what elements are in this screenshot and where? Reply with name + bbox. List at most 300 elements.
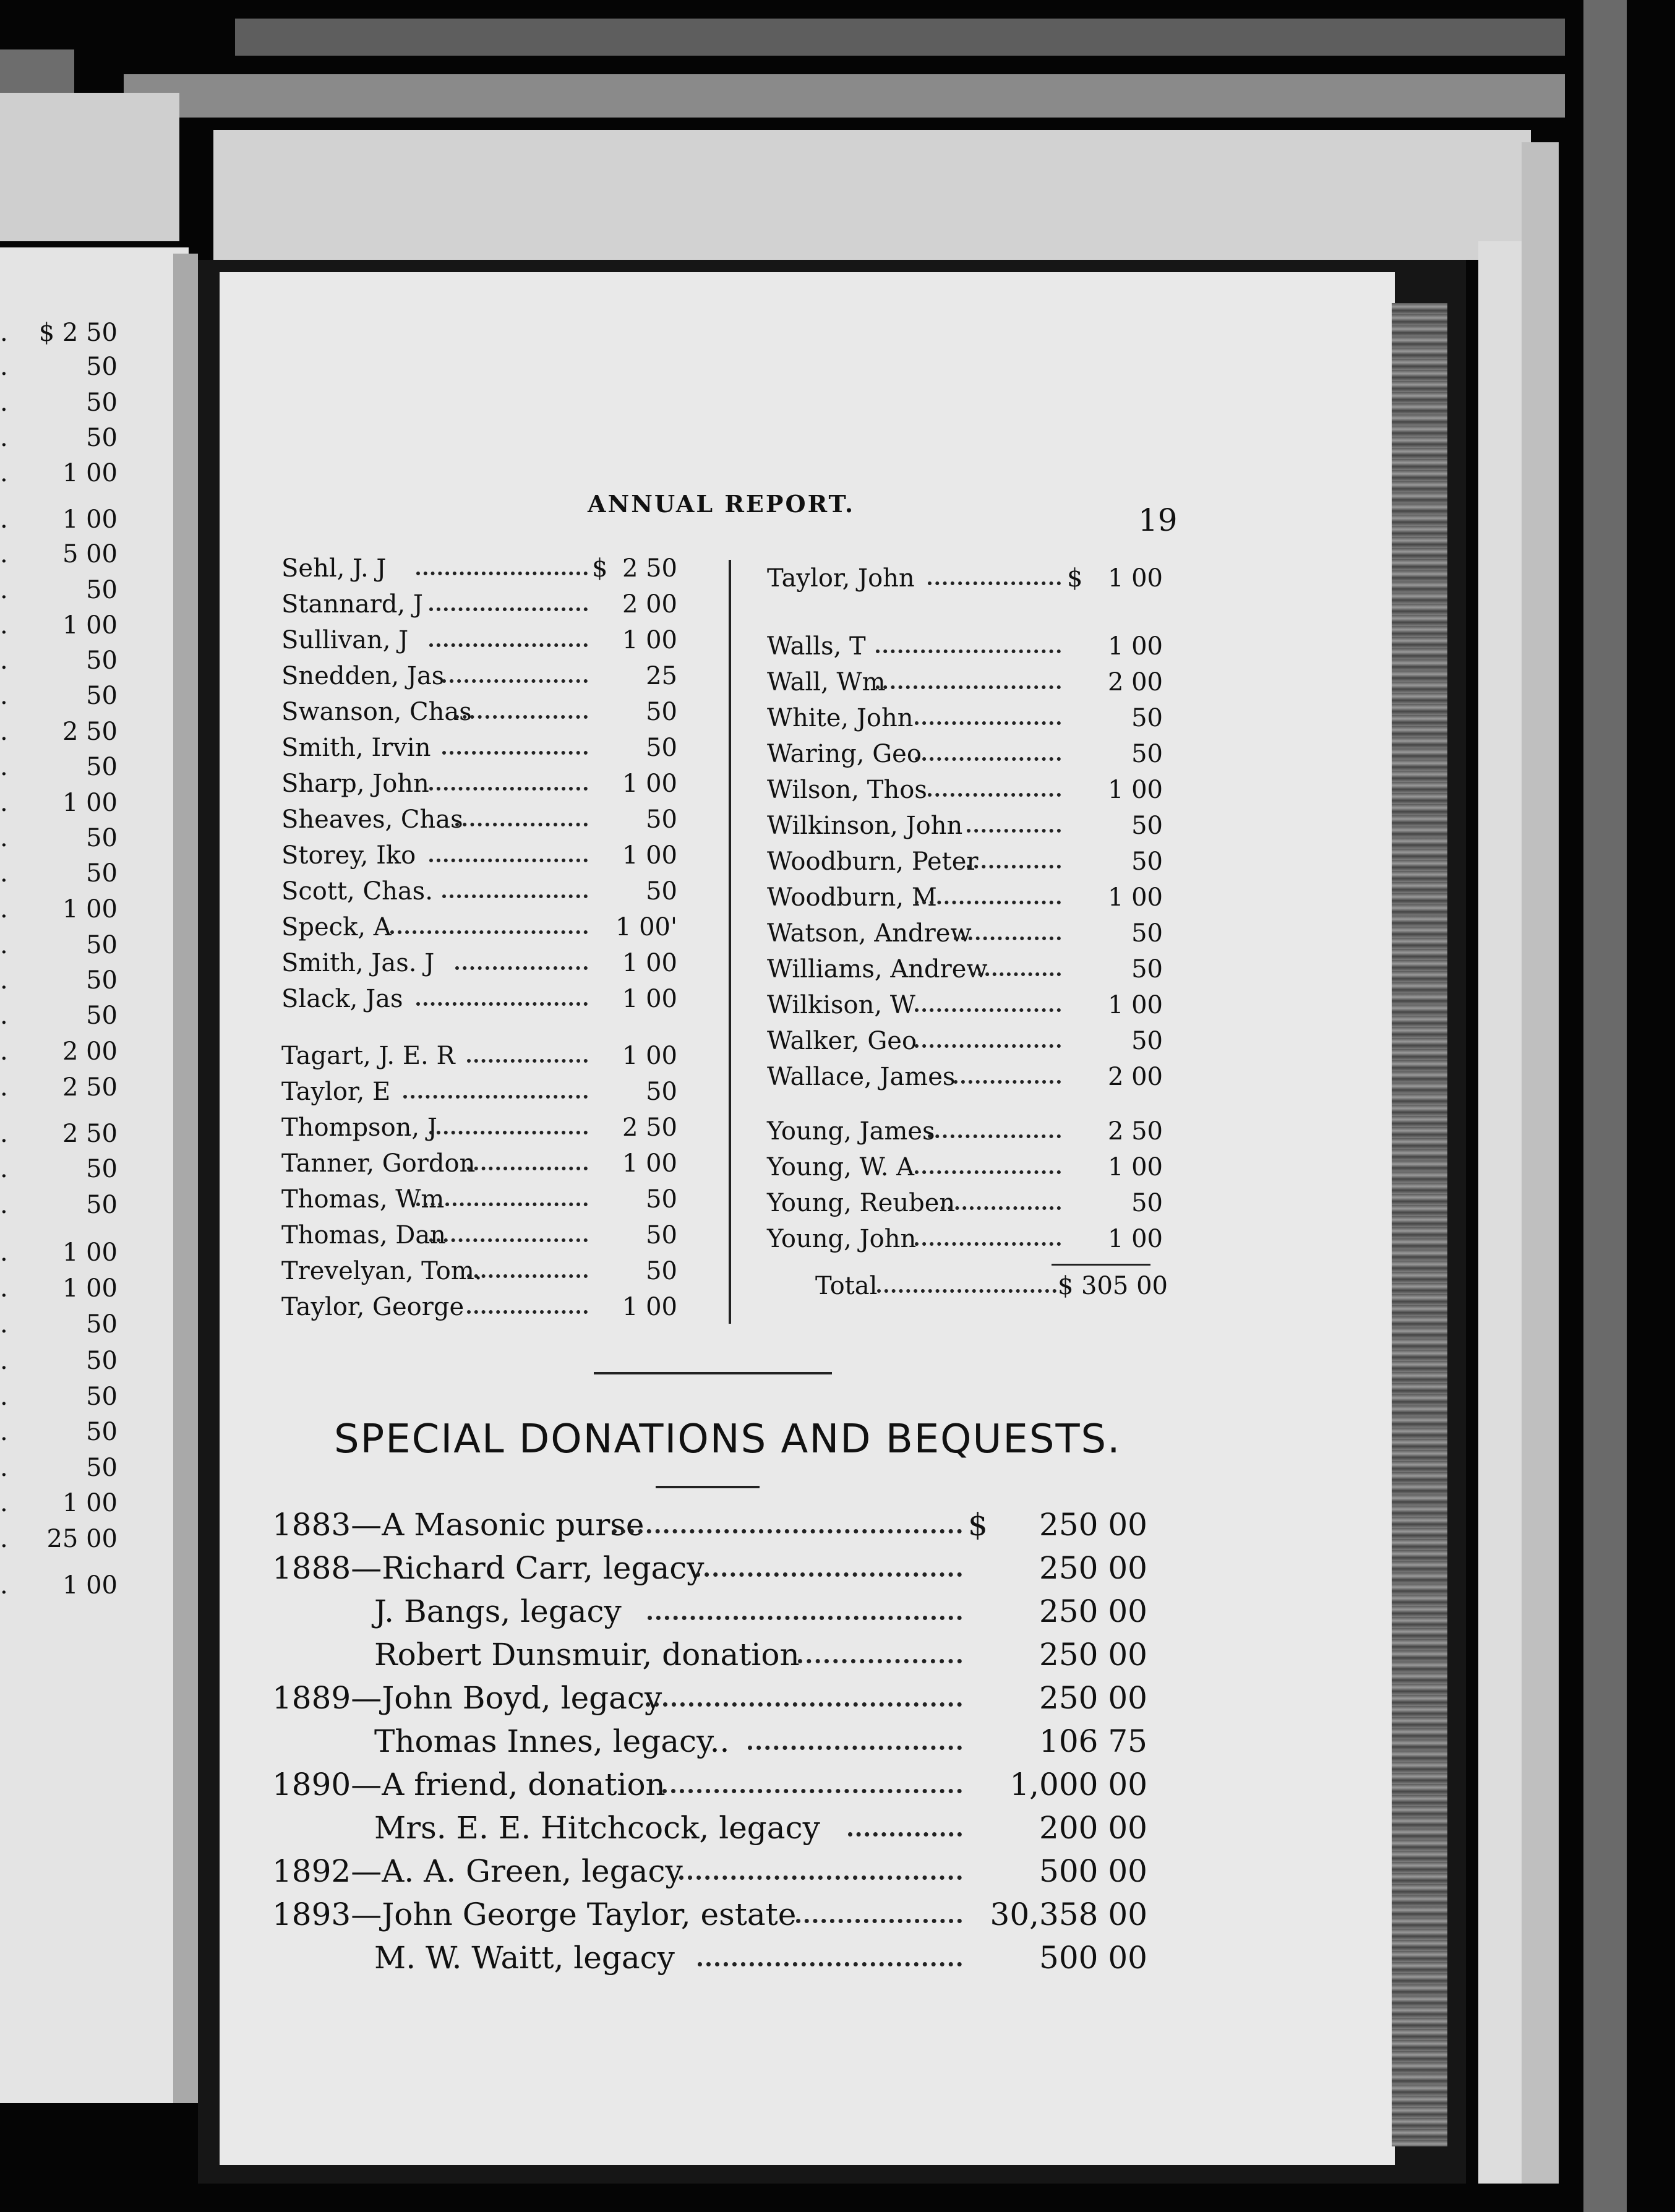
left-page-amount: 50 <box>86 1310 118 1339</box>
donor-row <box>281 1181 677 1217</box>
donor-row <box>767 808 1163 844</box>
donor-row <box>281 766 677 802</box>
special-row <box>374 1633 1147 1676</box>
donor-row <box>281 551 677 586</box>
donor-name: Wallace, James <box>767 1063 956 1091</box>
donor-row <box>767 560 1163 596</box>
donor-row <box>767 1059 1163 1095</box>
special-row <box>374 1806 1147 1850</box>
donor-name: Scott, Chas. <box>281 877 433 906</box>
donor-amount: 1 00 <box>622 985 677 1013</box>
donor-amount: 1 00 <box>1107 632 1163 661</box>
donor-amount: 1 00 <box>622 949 677 977</box>
special-entry-text: J. Bangs, legacy <box>374 1593 622 1629</box>
donor-amount: 50 <box>1131 955 1163 984</box>
donor-row <box>767 1221 1163 1257</box>
special-entry-text: M. W. Waitt, legacy <box>374 1940 675 1976</box>
donor-amount: 2 00 <box>1107 668 1163 697</box>
left-page-row <box>0 608 155 643</box>
donor-amount: 1 00 <box>622 1149 677 1178</box>
donor-name: Wilkison, W <box>767 991 915 1019</box>
dot-leader <box>455 711 588 719</box>
dot: . <box>0 1120 8 1148</box>
donor-row <box>281 1217 677 1253</box>
special-amount: 500 00 <box>1039 1853 1147 1889</box>
donor-name: Thompson, J <box>281 1113 437 1142</box>
donor-amount: 1 00 <box>622 1293 677 1321</box>
dot-leader <box>696 1569 962 1577</box>
dot-leader <box>928 789 1061 797</box>
donor-amount: 50 <box>1131 704 1163 732</box>
donor-name: Thomas, Wm <box>281 1185 445 1214</box>
donor-amount: 50 <box>646 734 677 762</box>
left-page-row <box>0 892 155 927</box>
donor-row <box>767 987 1163 1023</box>
left-page-amount: 50 <box>86 859 118 888</box>
donor-amount: 50 <box>646 698 677 726</box>
donor-amount: 2 50 <box>1107 1117 1163 1146</box>
special-amount: 500 00 <box>1039 1940 1147 1976</box>
donor-row <box>767 880 1163 915</box>
left-page-amount: 1 00 <box>62 1238 118 1267</box>
left-page-row <box>0 456 155 491</box>
donor-amount: 2 50 <box>622 1113 677 1142</box>
donor-row <box>281 1289 677 1325</box>
left-page-amount: 50 <box>86 824 118 852</box>
left-page-amount: 50 <box>86 1155 118 1183</box>
special-entry-text: Mrs. E. E. Hitchcock, legacy <box>374 1810 820 1846</box>
left-page-row <box>0 963 155 998</box>
donor-row <box>767 1023 1163 1059</box>
special-amount: 106 75 <box>1039 1723 1147 1759</box>
donor-row <box>767 844 1163 880</box>
donor-row <box>281 586 677 622</box>
special-row <box>374 1720 1147 1763</box>
book-edge <box>213 130 1531 260</box>
column-divider <box>729 560 731 1324</box>
left-page-amount: 2 50 <box>62 1073 118 1102</box>
dot: . <box>0 1001 8 1030</box>
dot-leader <box>646 1699 962 1707</box>
dot-leader <box>876 646 1061 653</box>
book-edge <box>1522 142 1559 2184</box>
donor-row <box>281 694 677 730</box>
donor-row <box>281 1074 677 1110</box>
page-number: 19 <box>1138 502 1178 538</box>
donor-name: Walls, T <box>767 632 866 661</box>
dot: . <box>0 859 8 888</box>
left-page-row <box>0 643 155 678</box>
dot: . <box>0 459 8 487</box>
dot: . <box>0 1571 8 1600</box>
book-edge <box>1583 0 1627 2212</box>
donor-name: Woodburn, Peter <box>767 847 979 876</box>
dot: . <box>0 1274 8 1303</box>
left-page-amount: 50 <box>86 1347 118 1375</box>
dot-leader <box>429 855 588 862</box>
left-page-row <box>0 315 155 350</box>
donor-amount: 1 00 <box>1107 564 1163 593</box>
donor-name: Speck, A <box>281 913 392 941</box>
left-page-row <box>0 1486 155 1520</box>
dot: . <box>0 966 8 995</box>
left-page-amount: 50 <box>86 682 118 710</box>
dot: . <box>0 1155 8 1183</box>
dot: . <box>0 540 8 568</box>
left-page-amount: 1 00 <box>62 895 118 924</box>
dot-leader <box>612 1525 962 1533</box>
dot: . <box>0 895 8 924</box>
donor-row <box>281 658 677 694</box>
left-page-amount: $ 2 50 <box>38 319 118 347</box>
left-page-row <box>0 349 155 384</box>
left-page-amount: 50 <box>86 1418 118 1446</box>
left-page-row <box>0 1415 155 1449</box>
left-page-amount: 25 00 <box>46 1525 118 1553</box>
special-row <box>272 1893 1147 1936</box>
section-title: SPECIAL DONATIONS AND BEQUESTS. <box>334 1417 1121 1462</box>
donor-row <box>767 1185 1163 1221</box>
donor-row <box>281 909 677 945</box>
dot-leader <box>416 568 588 575</box>
dot-leader <box>876 682 1061 689</box>
left-page-amount: 50 <box>86 1001 118 1030</box>
donor-amount: 1 00 <box>622 1042 677 1070</box>
donor-amount: 1 00 <box>622 769 677 798</box>
special-entry-text: 1890—A friend, donation <box>272 1767 666 1803</box>
donor-name: Sharp, John <box>281 769 429 798</box>
donor-row <box>767 664 1163 700</box>
left-page-row <box>0 502 155 537</box>
special-amount: 250 00 <box>1039 1507 1147 1543</box>
dot-leader <box>455 819 588 826</box>
special-entry-text: Thomas Innes, legacy.. <box>374 1723 730 1759</box>
book-edge <box>1478 241 1522 2184</box>
donor-name: Woodburn, M <box>767 883 937 912</box>
dot-leader <box>455 962 588 970</box>
dot: . <box>0 576 8 604</box>
special-row <box>374 1590 1147 1633</box>
dot-leader <box>915 1167 1061 1174</box>
donor-amount: 50 <box>1131 1027 1163 1055</box>
currency-symbol: $ <box>968 1507 988 1543</box>
dot-leader <box>442 675 588 683</box>
donor-name: Young, John <box>767 1225 917 1253</box>
left-page-amount: 1 00 <box>62 1274 118 1303</box>
donor-row <box>767 736 1163 772</box>
donor-amount: 1 00 <box>622 626 677 654</box>
left-page-row <box>0 1451 155 1485</box>
dot-leader <box>928 578 1061 585</box>
donor-name: Taylor, E <box>281 1078 391 1106</box>
donor-amount: 25 <box>646 662 677 690</box>
left-page-amount: 1 00 <box>62 1571 118 1600</box>
dot: . <box>0 1037 8 1066</box>
donor-name: Thomas, Dan <box>281 1221 446 1250</box>
donor-name: Young, Reuben <box>767 1189 956 1217</box>
donor-amount: 50 <box>1131 847 1163 876</box>
currency-symbol: $ <box>592 554 608 583</box>
donor-amount: 1 00' <box>615 913 677 941</box>
special-row <box>374 1936 1147 1979</box>
special-row <box>272 1676 1147 1720</box>
donor-amount: 50 <box>1131 740 1163 768</box>
dot-leader <box>954 1076 1061 1084</box>
special-amount: 250 00 <box>1039 1680 1147 1716</box>
dot-leader <box>877 1285 1056 1293</box>
dot-leader <box>796 1915 962 1923</box>
dot: . <box>0 1191 8 1219</box>
dot-leader <box>941 1202 1061 1210</box>
book-gutter <box>173 254 198 2103</box>
left-page-amount: 50 <box>86 388 118 417</box>
special-entry-text: 1889—John Boyd, legacy <box>272 1680 662 1716</box>
dot-leader <box>442 747 588 755</box>
left-page-row <box>0 537 155 572</box>
dot-leader <box>416 998 588 1006</box>
donor-name: Watson, Andrew <box>767 919 972 948</box>
dot-leader <box>467 1271 588 1278</box>
donor-amount: 50 <box>1131 1189 1163 1217</box>
donor-name: Young, W. A <box>767 1153 915 1181</box>
dot-leader <box>698 1958 962 1966</box>
dot: . <box>0 753 8 781</box>
dot-leader <box>390 927 588 934</box>
left-page-amount: 1 00 <box>62 505 118 534</box>
donor-name: Stannard, J <box>281 590 423 619</box>
donor-amount: 2 00 <box>1107 1063 1163 1091</box>
left-page-amount: 50 <box>86 646 118 675</box>
dot: . <box>0 682 8 710</box>
special-amount: 30,358 00 <box>990 1897 1147 1932</box>
donor-row <box>281 1146 677 1181</box>
dot-leader <box>467 1163 588 1170</box>
left-page-amount: 1 00 <box>62 611 118 640</box>
dot: . <box>0 718 8 746</box>
special-amount: 250 00 <box>1039 1593 1147 1629</box>
left-page-row <box>0 998 155 1033</box>
special-amount: 250 00 <box>1039 1637 1147 1673</box>
dot: . <box>0 1073 8 1102</box>
special-amount: 200 00 <box>1039 1810 1147 1846</box>
donor-name: Wall, Wm <box>767 668 886 697</box>
left-page-amount: 2 50 <box>62 718 118 746</box>
dot-leader <box>967 825 1061 833</box>
donor-amount: 50 <box>646 1185 677 1214</box>
dot-leader <box>915 753 1061 761</box>
donor-row <box>281 1110 677 1146</box>
dot-leader <box>928 1131 1061 1138</box>
dot-leader <box>648 1612 962 1620</box>
left-page-row <box>0 1379 155 1414</box>
donor-name: Swanson, Chas <box>281 698 472 726</box>
dot-leader <box>915 1040 1061 1048</box>
left-page-amount: 1 00 <box>62 789 118 817</box>
donor-amount: 50 <box>646 1221 677 1250</box>
left-page-row <box>0 385 155 420</box>
donor-name: White, John <box>767 704 914 732</box>
special-entry-text: 1892—A. A. Green, legacy <box>272 1853 683 1889</box>
donor-row <box>281 873 677 909</box>
donor-row <box>767 951 1163 987</box>
dot-leader <box>416 1199 588 1206</box>
currency-symbol: $ <box>1067 564 1083 593</box>
donor-name: Sullivan, J <box>281 626 409 654</box>
dot: . <box>0 1238 8 1267</box>
section-separator <box>594 1372 832 1374</box>
left-page-amount: 50 <box>86 966 118 995</box>
left-page-amount: 1 00 <box>62 459 118 487</box>
dot: . <box>0 1454 8 1482</box>
dot-leader <box>429 640 588 647</box>
donor-amount: 1 00 <box>1107 883 1163 912</box>
donor-amount: 50 <box>1131 919 1163 948</box>
donor-name: Wilson, Thos <box>767 776 927 804</box>
left-page-row <box>0 714 155 749</box>
donor-row <box>281 838 677 873</box>
dot-leader <box>967 861 1061 868</box>
left-page-row <box>0 1188 155 1222</box>
left-page-row <box>0 856 155 891</box>
currency-symbol: $ <box>1058 1272 1074 1300</box>
left-page-row <box>0 786 155 820</box>
dot-leader <box>798 1655 962 1663</box>
left-page-row <box>0 679 155 713</box>
left-page-row <box>0 1070 155 1105</box>
donor-name: Wilkinson, John <box>767 812 963 840</box>
donor-row <box>767 700 1163 736</box>
left-page-row <box>0 1271 155 1306</box>
donor-name: Sehl, J. J <box>281 554 387 583</box>
dot: . <box>0 319 8 347</box>
donor-amount: 1 00 <box>1107 991 1163 1019</box>
special-amount: 1,000 00 <box>1009 1767 1147 1803</box>
dot-leader <box>467 1055 588 1063</box>
left-page-row <box>0 1307 155 1342</box>
left-page-amount: 50 <box>86 1382 118 1411</box>
donor-name: Storey, Iko <box>281 841 416 870</box>
donor-row <box>281 1038 677 1074</box>
dot-leader <box>915 897 1061 904</box>
donor-name: Taylor, George <box>281 1293 465 1321</box>
donor-row <box>767 915 1163 951</box>
dot: . <box>0 353 8 381</box>
page-header-title: ANNUAL REPORT. <box>588 490 855 518</box>
left-page-amount: 50 <box>86 753 118 781</box>
dot: . <box>0 931 8 959</box>
donor-row <box>281 981 677 1017</box>
donor-amount: 50 <box>646 877 677 906</box>
dot-leader <box>429 1127 588 1134</box>
total-row <box>815 1268 1168 1304</box>
donor-name: Slack, Jas <box>281 985 403 1013</box>
left-page-amount: 5 00 <box>62 540 118 568</box>
dot-leader <box>915 718 1061 725</box>
total-amount: 305 00 <box>1081 1272 1168 1300</box>
total-rule <box>1052 1264 1150 1266</box>
left-page <box>0 247 189 2103</box>
dot-leader <box>915 1005 1061 1012</box>
dot-leader <box>679 1872 962 1880</box>
left-page-amount: 50 <box>86 1454 118 1482</box>
dot: . <box>0 388 8 417</box>
dot: . <box>0 505 8 534</box>
donor-name: Trevelyan, Tom. <box>281 1257 482 1285</box>
left-page-amount: 1 00 <box>62 1489 118 1517</box>
donor-name: Tanner, Gordon <box>281 1149 476 1178</box>
dot-leader <box>662 1785 962 1793</box>
dot-leader <box>403 1091 588 1099</box>
left-page-row <box>0 1235 155 1270</box>
page-binding-edge <box>1392 303 1447 2146</box>
donor-row <box>767 628 1163 664</box>
dot: . <box>0 789 8 817</box>
donor-name: Williams, Andrew <box>767 955 988 984</box>
left-page-row <box>0 1152 155 1186</box>
donor-amount: 50 <box>646 1257 677 1285</box>
section-title-rule <box>656 1486 760 1488</box>
donor-amount: 50 <box>646 1078 677 1106</box>
book-edge <box>235 19 1565 56</box>
left-page-amount: 2 00 <box>62 1037 118 1066</box>
special-row <box>272 1763 1147 1806</box>
left-page-row <box>0 1568 155 1603</box>
left-page-row <box>0 1344 155 1378</box>
dot-leader <box>429 604 588 611</box>
donor-name: Waring, Geo <box>767 740 922 768</box>
dot-leader <box>971 969 1061 976</box>
left-page-amount: 50 <box>86 353 118 381</box>
left-page-row <box>0 1034 155 1069</box>
dot: . <box>0 611 8 640</box>
donor-amount: 2 50 <box>622 554 677 583</box>
left-page-row <box>0 750 155 784</box>
donor-name: Taylor, John <box>767 564 915 593</box>
dot-leader <box>915 1238 1061 1246</box>
dot: . <box>0 424 8 452</box>
donor-name: Walker, Geo <box>767 1027 917 1055</box>
donor-row <box>281 730 677 766</box>
special-entry-text: Robert Dunsmuir, donation <box>374 1637 800 1673</box>
donor-amount: 50 <box>1131 812 1163 840</box>
left-page-row <box>0 1117 155 1151</box>
book-edge <box>0 49 74 93</box>
left-page-row <box>0 421 155 455</box>
donor-row <box>281 945 677 981</box>
donor-amount: 1 00 <box>1107 1225 1163 1253</box>
donor-row <box>281 802 677 838</box>
donor-amount: 1 00 <box>1107 1153 1163 1181</box>
book-edge <box>0 93 179 241</box>
left-page-amount: 50 <box>86 1191 118 1219</box>
dot-leader <box>442 891 588 898</box>
special-row <box>272 1546 1147 1590</box>
dot-leader <box>429 783 588 791</box>
donor-name: Snedden, Jas <box>281 662 445 690</box>
left-page-row <box>0 821 155 855</box>
donor-name: Smith, Irvin <box>281 734 431 762</box>
donor-row <box>281 622 677 658</box>
dot: . <box>0 1489 8 1517</box>
dot: . <box>0 824 8 852</box>
dot: . <box>0 1525 8 1553</box>
dot-leader <box>429 1235 588 1242</box>
left-page-amount: 50 <box>86 576 118 604</box>
donor-name: Young, James <box>767 1117 935 1146</box>
donor-amount: 1 00 <box>622 841 677 870</box>
dot-leader <box>748 1742 962 1750</box>
donor-amount: 2 00 <box>622 590 677 619</box>
